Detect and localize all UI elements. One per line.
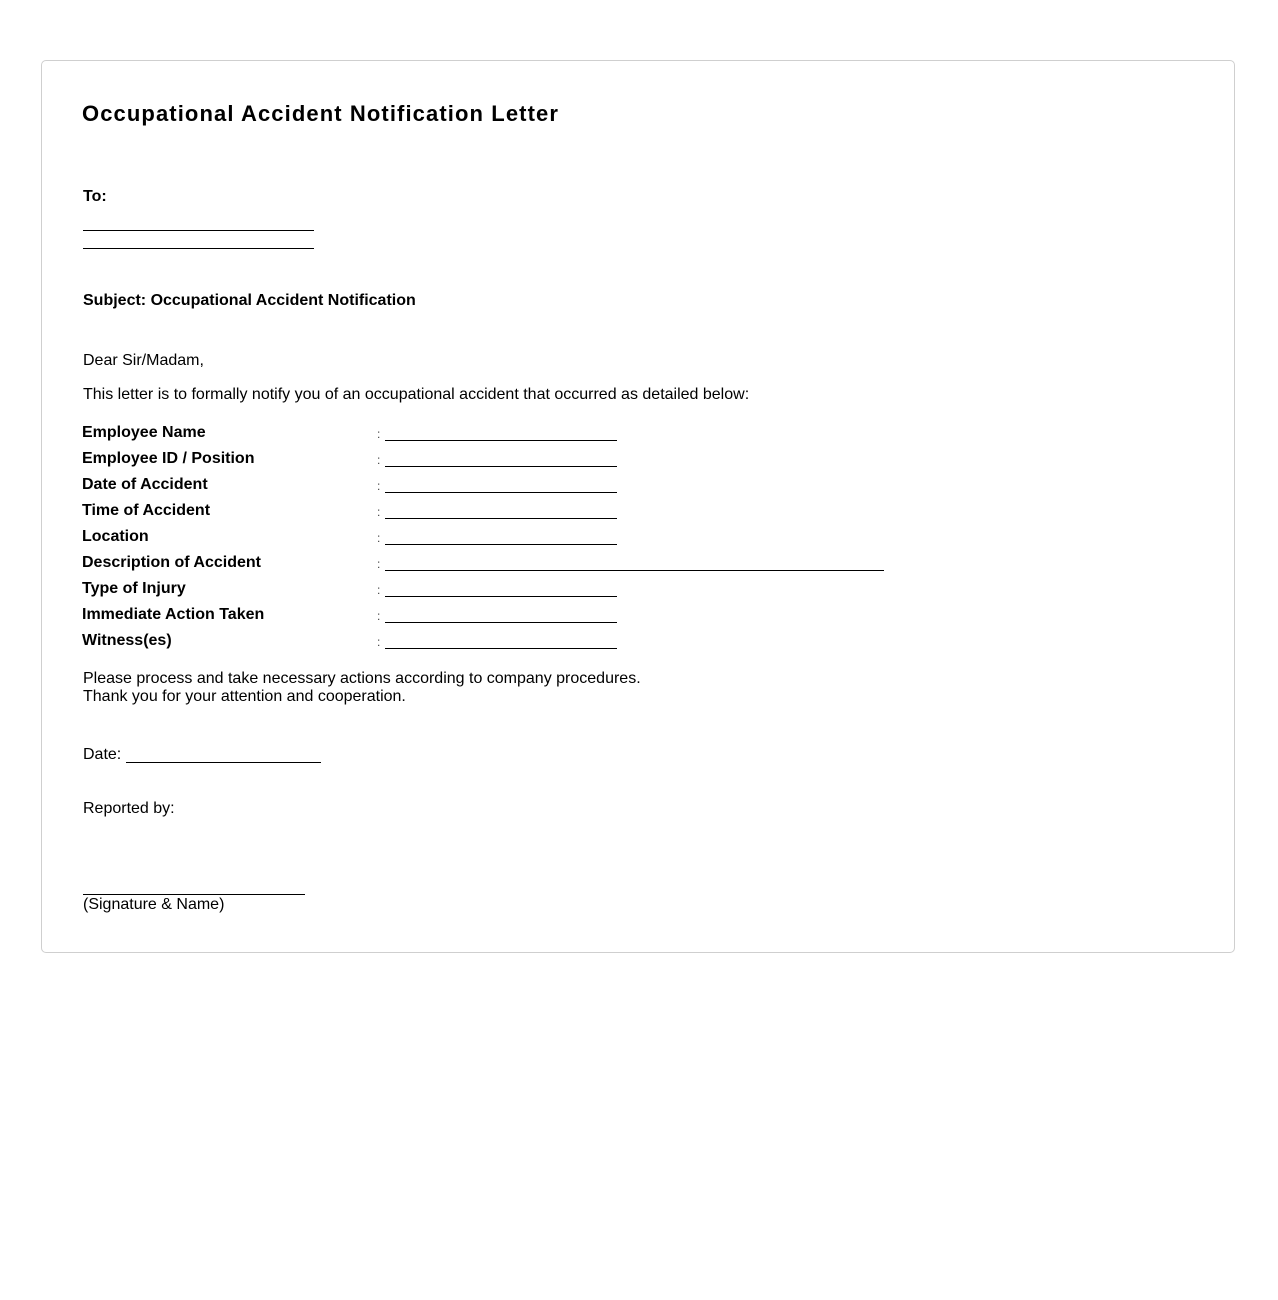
letter-title: Occupational Accident Notification Letter [82, 101, 559, 126]
time-of-accident-line[interactable] [385, 518, 617, 519]
closing-line-2: Thank you for your attention and cooperation. [83, 688, 406, 705]
reported-by-label: Reported by: [83, 800, 175, 817]
field-separator: : [377, 635, 381, 649]
date-line[interactable] [126, 762, 321, 763]
employee-name-line[interactable] [385, 440, 617, 441]
recipient-line-1[interactable] [83, 230, 314, 231]
location-line[interactable] [385, 544, 617, 545]
field-label: Description of Accident [82, 554, 261, 571]
field-label: Date of Accident [82, 476, 208, 493]
employee-id-position-line[interactable] [385, 466, 617, 467]
field-separator: : [377, 479, 381, 493]
signature-caption: (Signature & Name) [83, 896, 225, 913]
recipient-line-2[interactable] [83, 248, 314, 249]
field-separator: : [377, 505, 381, 519]
description-of-accident-line[interactable] [385, 570, 884, 571]
salutation: Dear Sir/Madam, [83, 352, 204, 369]
field-separator: : [377, 427, 381, 441]
immediate-action-taken-line[interactable] [385, 622, 617, 623]
field-label: Location [82, 528, 149, 545]
field-label: Type of Injury [82, 580, 186, 597]
field-label: Employee ID / Position [82, 450, 255, 467]
field-separator: : [377, 557, 381, 571]
witnesses-line[interactable] [385, 648, 617, 649]
field-separator: : [377, 609, 381, 623]
field-separator: : [377, 583, 381, 597]
intro-paragraph: This letter is to formally notify you of an occupational accident that occurred as detailed below: [83, 386, 750, 403]
signature-line[interactable] [83, 894, 305, 895]
closing-line-1: Please process and take necessary actions according to company procedures. [83, 670, 641, 687]
date-label: Date: [83, 746, 122, 763]
date-of-accident-line[interactable] [385, 492, 617, 493]
type-of-injury-line[interactable] [385, 596, 617, 597]
field-label: Witness(es) [82, 632, 172, 649]
field-separator: : [377, 453, 381, 467]
field-label: Time of Accident [82, 502, 211, 519]
to-label: To: [83, 188, 107, 205]
field-label: Immediate Action Taken [82, 606, 265, 623]
letter-card [41, 60, 1235, 953]
field-label: Employee Name [82, 424, 206, 441]
field-separator: : [377, 531, 381, 545]
subject-line: Subject: Occupational Accident Notification [83, 292, 416, 309]
